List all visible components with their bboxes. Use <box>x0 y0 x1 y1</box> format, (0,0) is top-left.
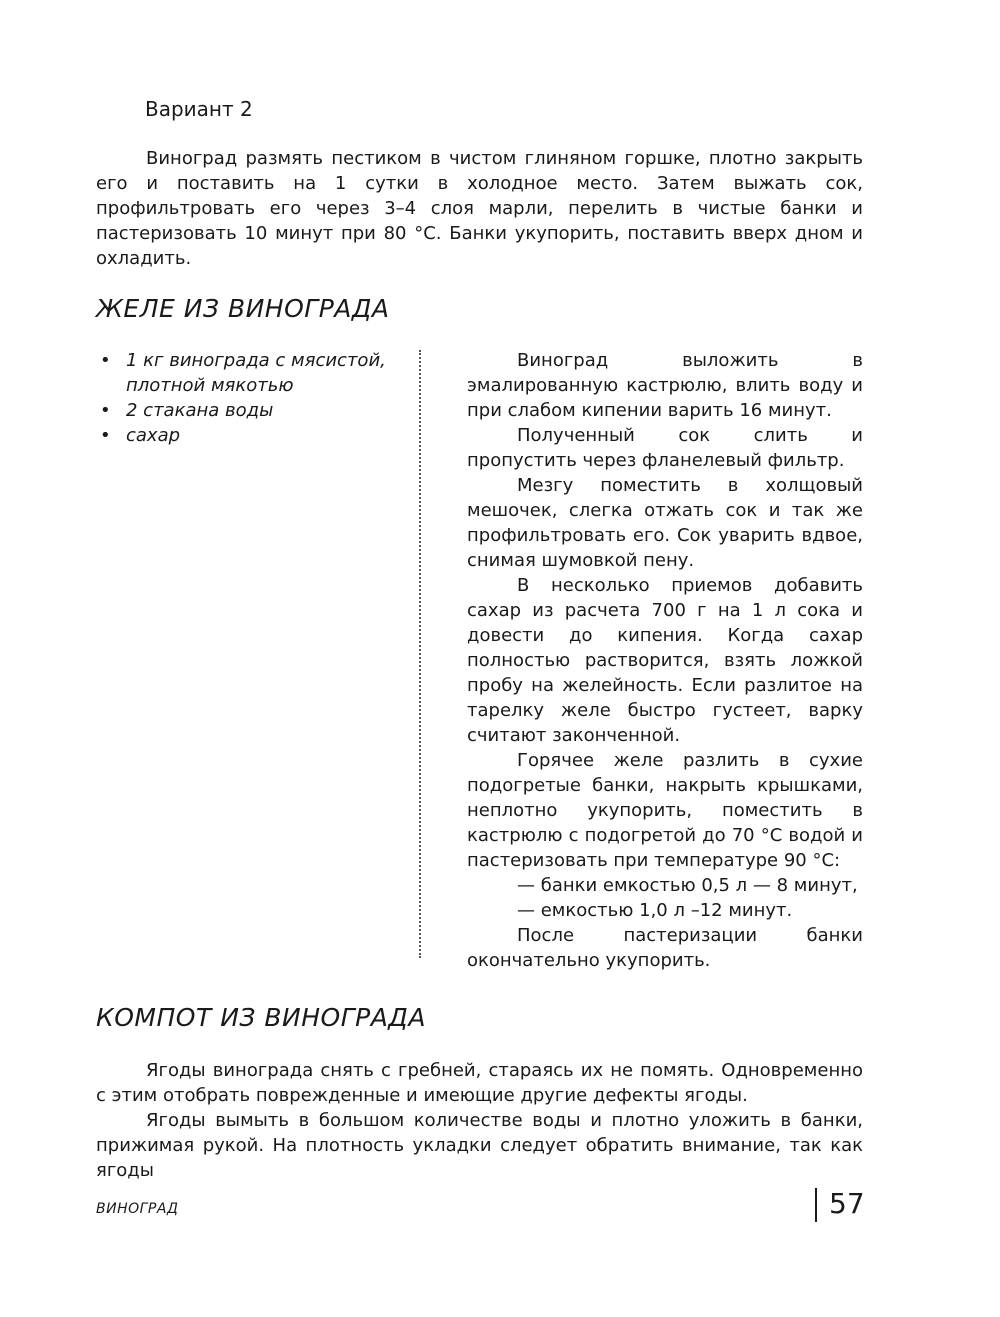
instruction-paragraph: В несколько приемов добавить сахар из расчета 700 г на 1 л сока и довести до кипения. Когда сахар полностью растворится, взять ложкой пробу на желейность. Если разлитое на тарелку желе быстро густеет, варку считают законченной. <box>467 575 863 746</box>
variant-text-block <box>96 146 863 271</box>
page-number: 57 <box>829 1187 865 1220</box>
instruction-paragraph: Полученный сок слить и пропустить через фланелевый фильтр. <box>467 425 863 471</box>
instruction-paragraph: Мезгу поместить в холщовый мешочек, слегка отжать сок и так же профильтровать его. Сок уварить вдвое, снимая шумовкой пену. <box>467 475 863 571</box>
ingredient-item <box>100 348 400 398</box>
compote-paragraph: Ягоды винограда снять с гребней, стараясь их не помять. Одновременно с этим отобрать поврежденные и имеющие другие дефекты ягоды. <box>96 1060 863 1106</box>
instruction-paragraph: Горячее желе разлить в сухие подогретые банки, накрыть крышками, неплотно укупорить, поместить в кастрюлю с подогретой до 70 °С водой и пастеризовать при температуре 90 °С: <box>467 750 863 871</box>
page-number-divider <box>815 1188 817 1222</box>
jelly-instructions <box>467 348 863 973</box>
compote-text-block <box>96 1058 863 1183</box>
jelly-section-title: ЖЕЛЕ ИЗ ВИНОГРАДА <box>96 294 390 323</box>
variant-heading: Вариант 2 <box>145 97 253 121</box>
compote-section-title: КОМПОТ ИЗ ВИНОГРАДА <box>96 1003 426 1032</box>
bullet-icon: • <box>100 425 111 446</box>
instruction-paragraph: После пастеризации банки окончательно укупорить. <box>467 925 863 971</box>
jelly-ingredients-list <box>100 348 400 448</box>
variant-paragraph: Виноград размять пестиком в чистом глиняном горшке, плотно закрыть его и поставить на 1 сутки в холодное место. Затем выжать сок, профильтровать его через 3–4 слоя марли, перелить в чистые банки и пастеризовать 10 минут при 80 °С. Банки укупорить, поставить вверх дном и охладить. <box>96 148 863 269</box>
ingredient-text: сахар <box>126 425 181 446</box>
dash-item: — емкостью 1,0 л –12 минут. <box>517 900 793 921</box>
running-footer-section: ВИНОГРАД <box>96 1201 179 1217</box>
ingredient-text: 2 стакана воды <box>126 400 274 421</box>
ingredient-item <box>100 423 400 448</box>
bullet-icon: • <box>100 350 111 371</box>
ingredient-item <box>100 398 400 423</box>
instruction-paragraph: Виноград выложить в эмалированную кастрюлю, влить воду и при слабом кипении варить 16 минут. <box>467 350 863 421</box>
column-divider <box>419 350 421 958</box>
dash-item: — банки емкостью 0,5 л — 8 минут, <box>517 875 858 896</box>
compote-paragraph: Ягоды вымыть в большом количестве воды и плотно уложить в банки, прижимая рукой. На плотность укладки следует обратить внимание, так как ягоды <box>96 1110 863 1181</box>
bullet-icon: • <box>100 400 111 421</box>
ingredient-text: 1 кг винограда с мясистой, плотной мякотью <box>126 350 386 396</box>
